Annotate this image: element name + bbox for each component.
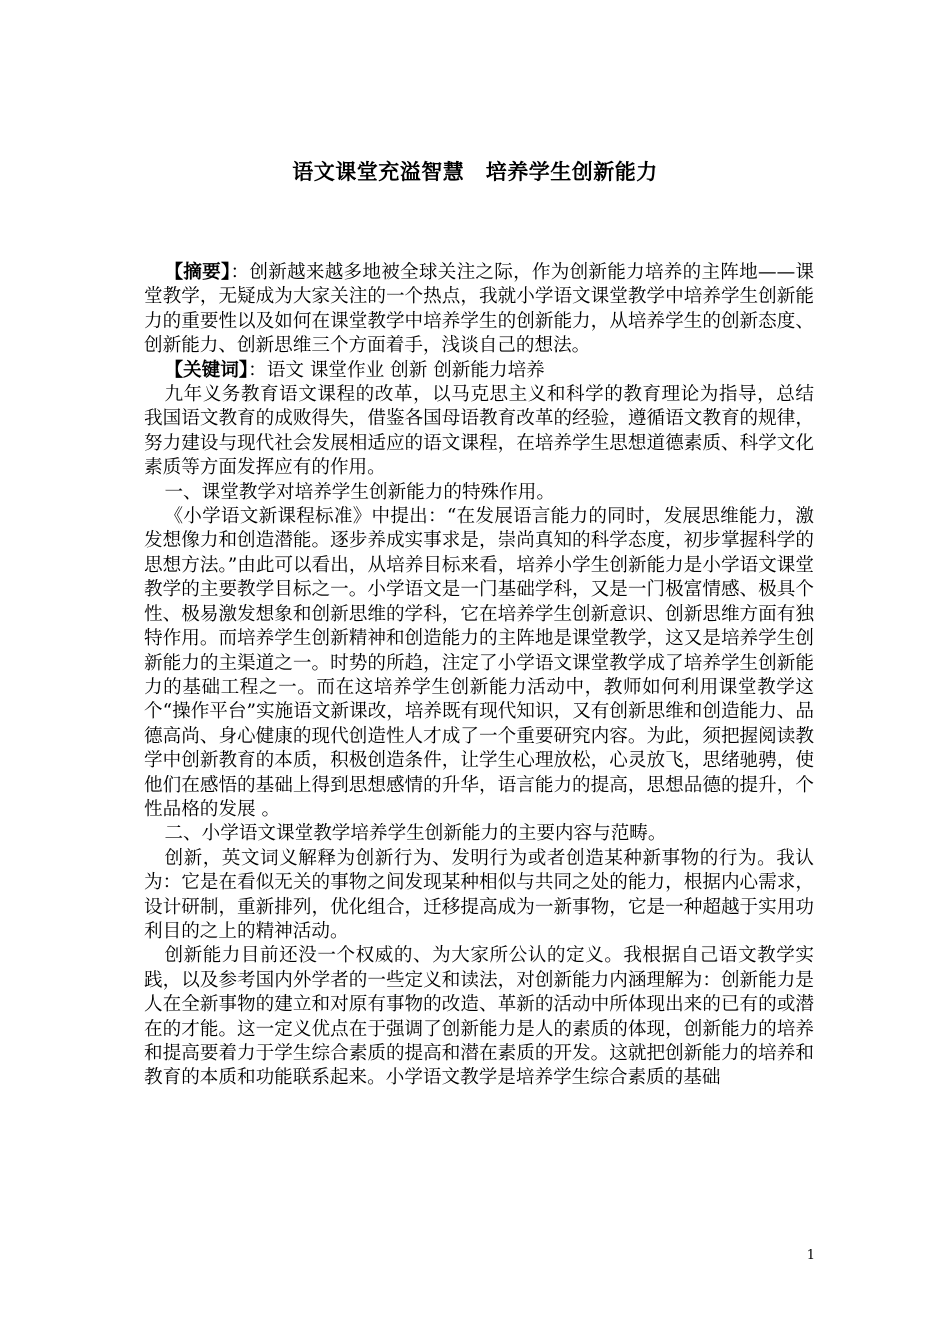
body-paragraph-ability: 创新能力目前还没一个权威的、为大家所公认的定义。我根据自己语文教学实践，以及参考国内外学者的一些定义和读法，对创新能力内涵理解为：创新能力是人在全新事物的建立和对原有事物的改造、革新的活动中所体现出来的已有的或潜在的才能。这一定义优点在于强调了创新能力是人的素质的体现，创新能力的培养和提高要着力于学生综合素质的提高和潜在素质的开发。这就把创新能力的培养和教育的本质和功能联系起来。小学语文教学是培养学生综合素质的基础 xyxy=(144,945,814,1089)
body-paragraph-definition: 创新，英文词义解释为创新行为、发明行为或者创造某种新事物的行为。我认为：它是在看似无关的事物之间发现某种相似与共同之处的能力，根据内心需求，设计研制，重新排列，优化组合，迁移提高成为一新事物，它是一种超越于实用功利目的之上的精神活动。 xyxy=(144,847,814,942)
abstract-text: ：创新越来越多地被全球关注之际，作为创新能力培养的主阵地——课堂教学，无疑成为大家关注的一个热点，我就小学语文课堂教学中培养学生创新能力的重要性以及如何在课堂教学中培养学生的创新能力，从培养学生的创新态度、创新能力、创新思维三个方面着手，浅谈自己的想法。 xyxy=(144,262,814,357)
page-number: 1 xyxy=(806,1248,815,1263)
document-title: 语文课堂充溢智慧 培养学生创新能力 xyxy=(292,160,658,184)
abstract-paragraph xyxy=(144,261,814,359)
section-heading-two: 二、小学语文课堂教学培养学生创新能力的主要内容与范畴。 xyxy=(164,823,667,845)
document-body xyxy=(144,261,814,1091)
keywords-paragraph xyxy=(144,359,814,383)
body-paragraph-standard: 《小学语文新课程标准》中提出：“在发展语言能力的同时，发展思维能力，激发想像力和创造潜能。逐步养成实事求是，崇尚真知的科学态度，初步掌握科学的思想方法。”由此可以看出，从培养目标来看，培养小学生创新能力是小学语文课堂教学的主要教学目标之一。小学语文是一门基础学科，又是一门极富情感、极具个性、极易激发想象和创新思维的学科，它在培养学生创新意识、创新思维方面有独特作用。而培养学生创新精神和创造能力的主阵地是课堂教学，这又是培养学生创新能力的主渠道之一。时势的所趋，注定了小学语文课堂教学成了培养学生创新能力的基础工程之一。而在这培养学生创新能力活动中，教师如何利用课堂教学这个“操作平台”实施语文新课改，培养既有现代知识，又有创新思维和创造能力、品德高尚、身心健康的现代创造性人才成了一个重要研究内容。为此，须把握阅读教学中创新教育的本质，积极创造条件，让学生心理放松，心灵放飞，思绪驰骋，使他们在感悟的基础上得到思想感情的升华，语言能力的提高，思想品德的提升，个性品格的发展 。 xyxy=(144,506,814,820)
abstract-label: 【摘要】 xyxy=(164,262,231,283)
keywords-label: 【关键词】 xyxy=(164,359,249,381)
body-paragraph-intro: 九年义务教育语文课程的改革，以马克思主义和科学的教育理论为指导，总结我国语文教育的成败得失，借鉴各国母语教育改革的经验，遵循语文教育的规律，努力建设与现代社会发展相适应的语文课程，在培养学生思想道德素质、科学文化素质等方面发挥应有的作用。 xyxy=(144,384,814,479)
section-heading-one: 一、课堂教学对培养学生创新能力的特殊作用。 xyxy=(164,481,555,503)
keywords-text: ：语文 课堂作业 创新 创新能力培养 xyxy=(248,359,545,381)
